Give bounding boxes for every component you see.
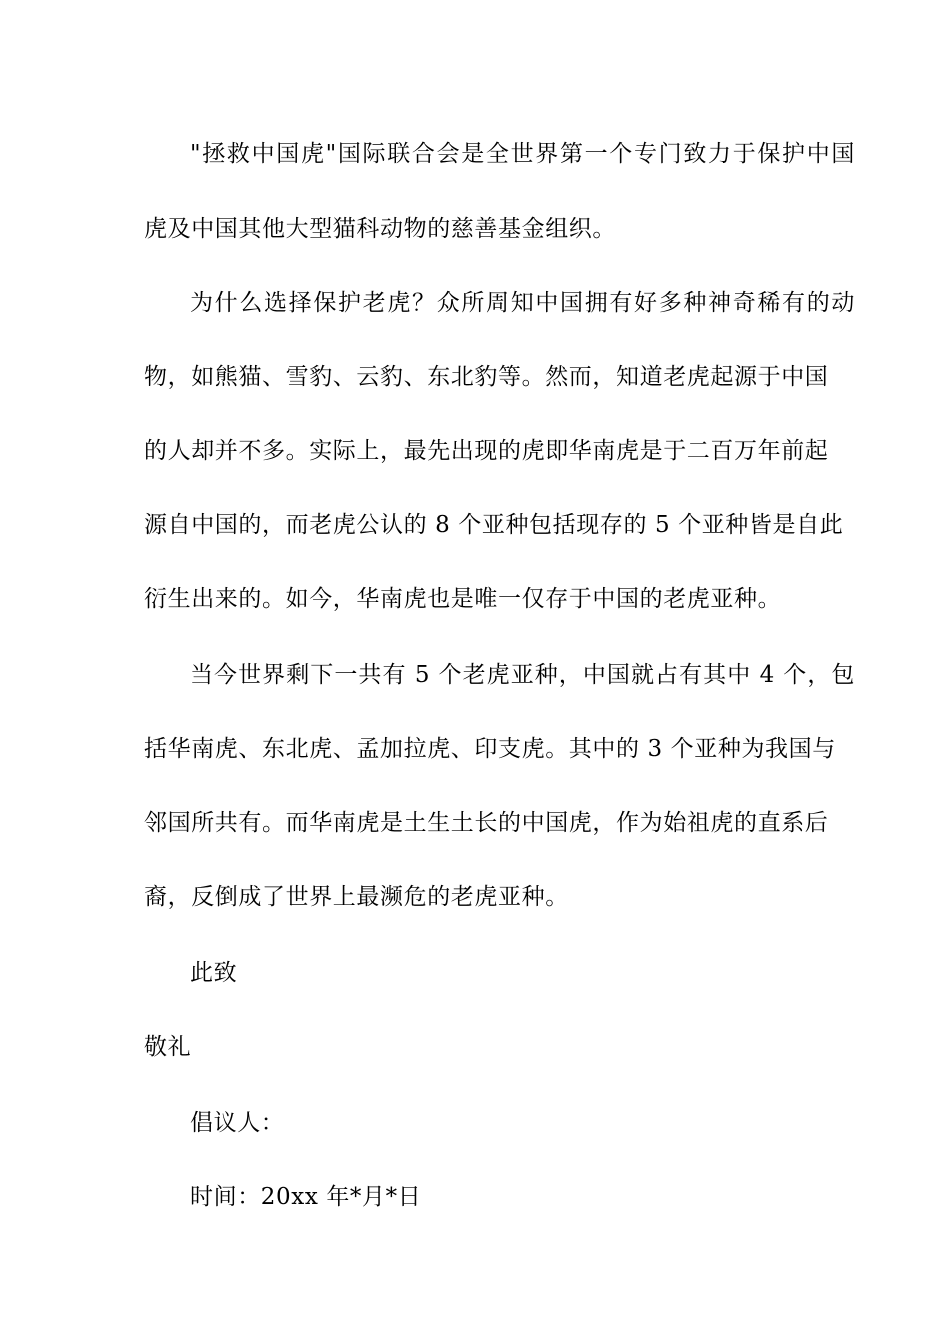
- text-line: 衍生出来的。如今，华南虎也是唯一仅存于中国的老虎亚种。: [144, 586, 782, 612]
- text-line: 虎及中国其他大型猫科动物的慈善基金组织。: [144, 216, 616, 242]
- text-line: 裔，反倒成了世界上最濒危的老虎亚种。: [144, 884, 569, 910]
- text-line: 当今世界剩下一共有 5 个老虎亚种，中国就占有其中 4 个，包: [190, 662, 855, 688]
- initiator-label: 倡议人：: [190, 1110, 285, 1136]
- text-line: 的人却并不多。实际上，最先出现的虎即华南虎是于二百万年前起: [144, 438, 829, 464]
- text-line: 邻国所共有。而华南虎是土生土长的中国虎，作为始祖虎的直系后: [144, 810, 829, 836]
- text-line: 括华南虎、东北虎、孟加拉虎、印支虎。其中的 3 个亚种为我国与: [144, 736, 836, 762]
- text-line: "拯救中国虎"国际联合会是全世界第一个专门致力于保护中国: [190, 141, 855, 167]
- text-line: 为什么选择保护老虎？众所周知中国拥有好多种神奇稀有的动: [190, 290, 855, 316]
- salutation-jing-li: 敬礼: [144, 1034, 192, 1060]
- date-line: 时间：20xx 年*月*日: [190, 1184, 422, 1210]
- salutation-ci-zhi: 此致: [190, 960, 238, 986]
- text-line: 物，如熊猫、雪豹、云豹、东北豹等。然而，知道老虎起源于中国: [144, 364, 829, 390]
- text-line: 源自中国的，而老虎公认的 8 个亚种包括现存的 5 个亚种皆是自此: [144, 512, 844, 538]
